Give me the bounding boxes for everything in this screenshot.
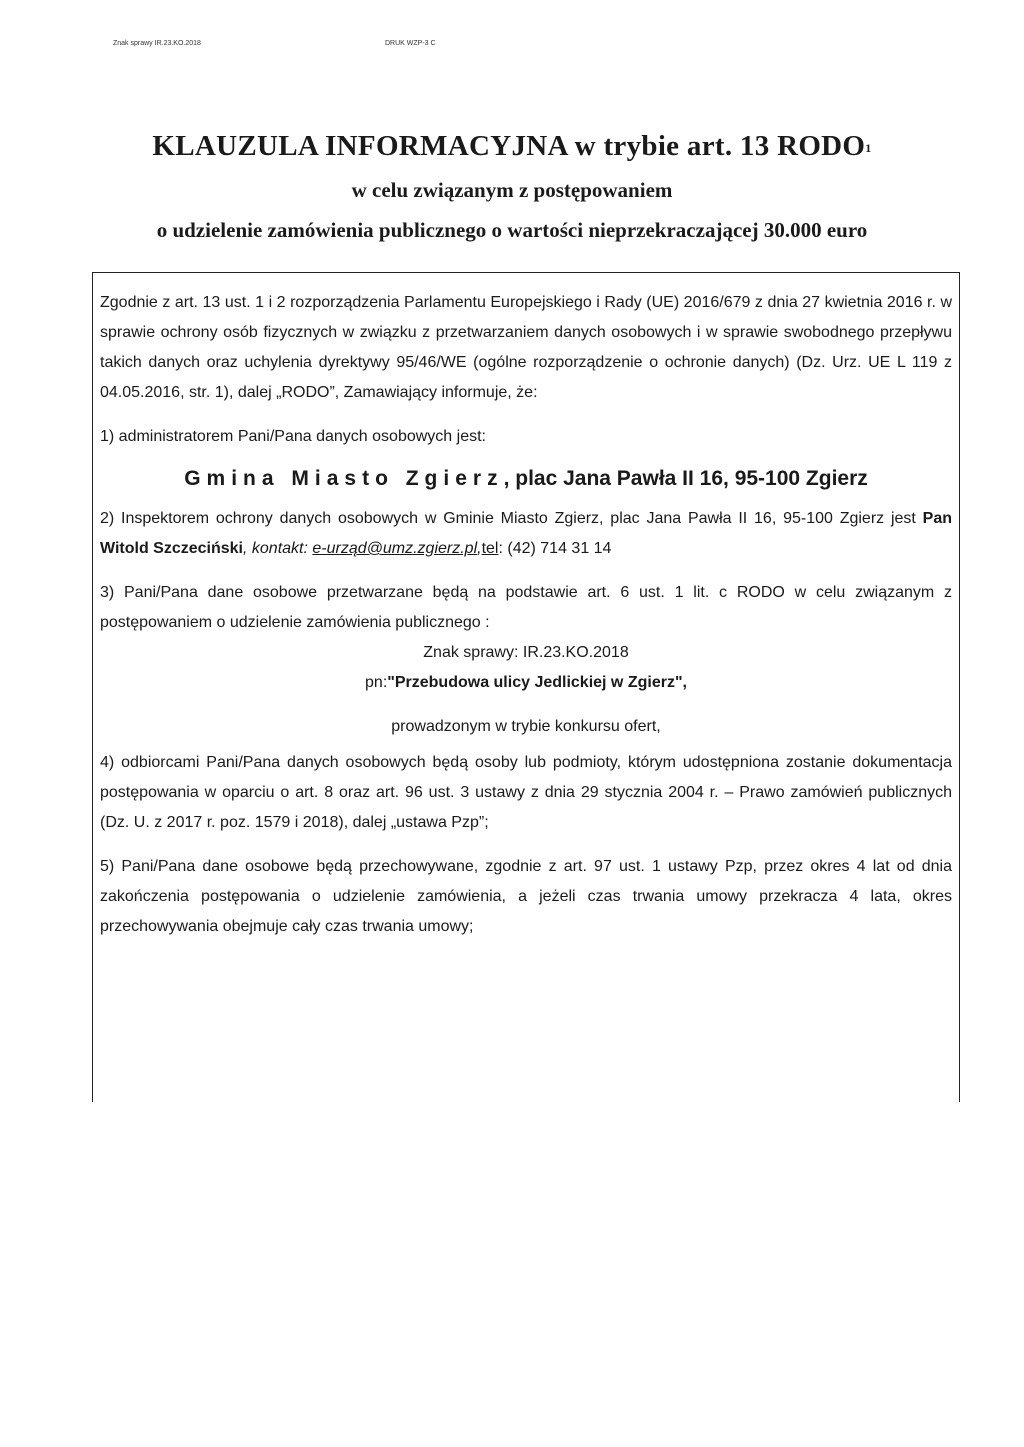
title-subtitle-2: o udzielenie zamówienia publicznego o wartości nieprzekraczającej 30.000 euro	[156, 218, 868, 242]
title-subtitle-1: w celu związanym z postępowaniem	[351, 178, 673, 202]
entity-name: Gmina Miasto Zgierz	[184, 467, 504, 490]
procedure-mode: prowadzonym w trybie konkursu ofert,	[391, 718, 661, 735]
item-2	[100, 504, 952, 564]
title-block	[0, 128, 1024, 244]
contact-label: , kontakt:	[243, 540, 313, 557]
form-code: DRUK WZP-3 C	[385, 40, 436, 47]
project-title: "Przebudowa ulicy Jedlickiej w Zgierz",	[387, 674, 687, 691]
tel-label: tel	[481, 540, 499, 557]
page-title-text: KLAUZULA INFORMACYJNA w trybie art. 13 RODO	[152, 130, 866, 162]
entity-address: , plac Jana Pawła II 16, 95-100 Zgierz	[503, 467, 868, 490]
administrator-entity	[100, 464, 952, 494]
comma: ,	[477, 540, 482, 557]
email-link[interactable]: e-urząd@umz.zgierz.pl	[312, 540, 478, 557]
project-prefix: pn:	[365, 674, 388, 691]
header-codes	[113, 40, 436, 47]
page-title	[0, 128, 1024, 164]
inspector-name: Pan Witold Szczeciński	[100, 510, 952, 557]
phone-number: : (42) 714 31 14	[498, 540, 612, 557]
case-code: Znak sprawy IR.23.KO.2018	[113, 40, 201, 47]
item-2-text: 2) Inspektorem ochrony danych osobowych w Gminie Miasto Zgierz, plac Jana Pawła II 16, 95-100 Zgierz jest	[100, 510, 923, 527]
item-1: 1) administratorem Pani/Pana danych osobowych jest:	[100, 428, 486, 445]
item-5: 5) Pani/Pana dane osobowe będą przechowywane, zgodnie z art. 97 ust. 1 ustawy Pzp, przez okres 4 lat od dnia zakończenia postępowania o udzielenie zamówienia, a jeżeli czas trwania umowy przekracza 4 lata, okres przechowywania obejmuje cały czas trwania umowy;	[100, 858, 952, 935]
item-4: 4) odbiorcami Pani/Pana danych osobowych będą osoby lub podmioty, którym udostępniona zostanie dokumentacja postępowania w oparciu o art. 8 oraz art. 96 ust. 3 ustawy z dnia 29 stycznia 2004 r. – Prawo zamówień publicznych (Dz. U. z 2017 r. poz. 1579 i 2018), dalej „ustawa Pzp”;	[100, 754, 952, 831]
intro-paragraph: Zgodnie z art. 13 ust. 1 i 2 rozporządzenia Parlamentu Europejskiego i Rady (UE) 2016/679 z dnia 27 kwietnia 2016 r. w sprawie ochrony osób fizycznych w związku z przetwarzaniem danych osobowych i w sprawie swobodnego przepływu takich danych oraz uchylenia dyrektywy 95/46/WE (ogólne rozporządzenie o ochronie danych) (Dz. Urz. UE L 119 z 04.05.2016, str. 1), dalej „RODO”, Zamawiający informuje, że:	[100, 294, 952, 401]
clause-content	[100, 288, 952, 942]
project-name	[100, 668, 952, 698]
footnote-mark: 1	[865, 141, 872, 155]
item-3: 3) Pani/Pana dane osobowe przetwarzane będą na podstawie art. 6 ust. 1 lit. c RODO w celu związanym z postępowaniem o udzielenie zamówienia publicznego :	[100, 584, 952, 631]
case-number: Znak sprawy: IR.23.KO.2018	[423, 644, 629, 661]
